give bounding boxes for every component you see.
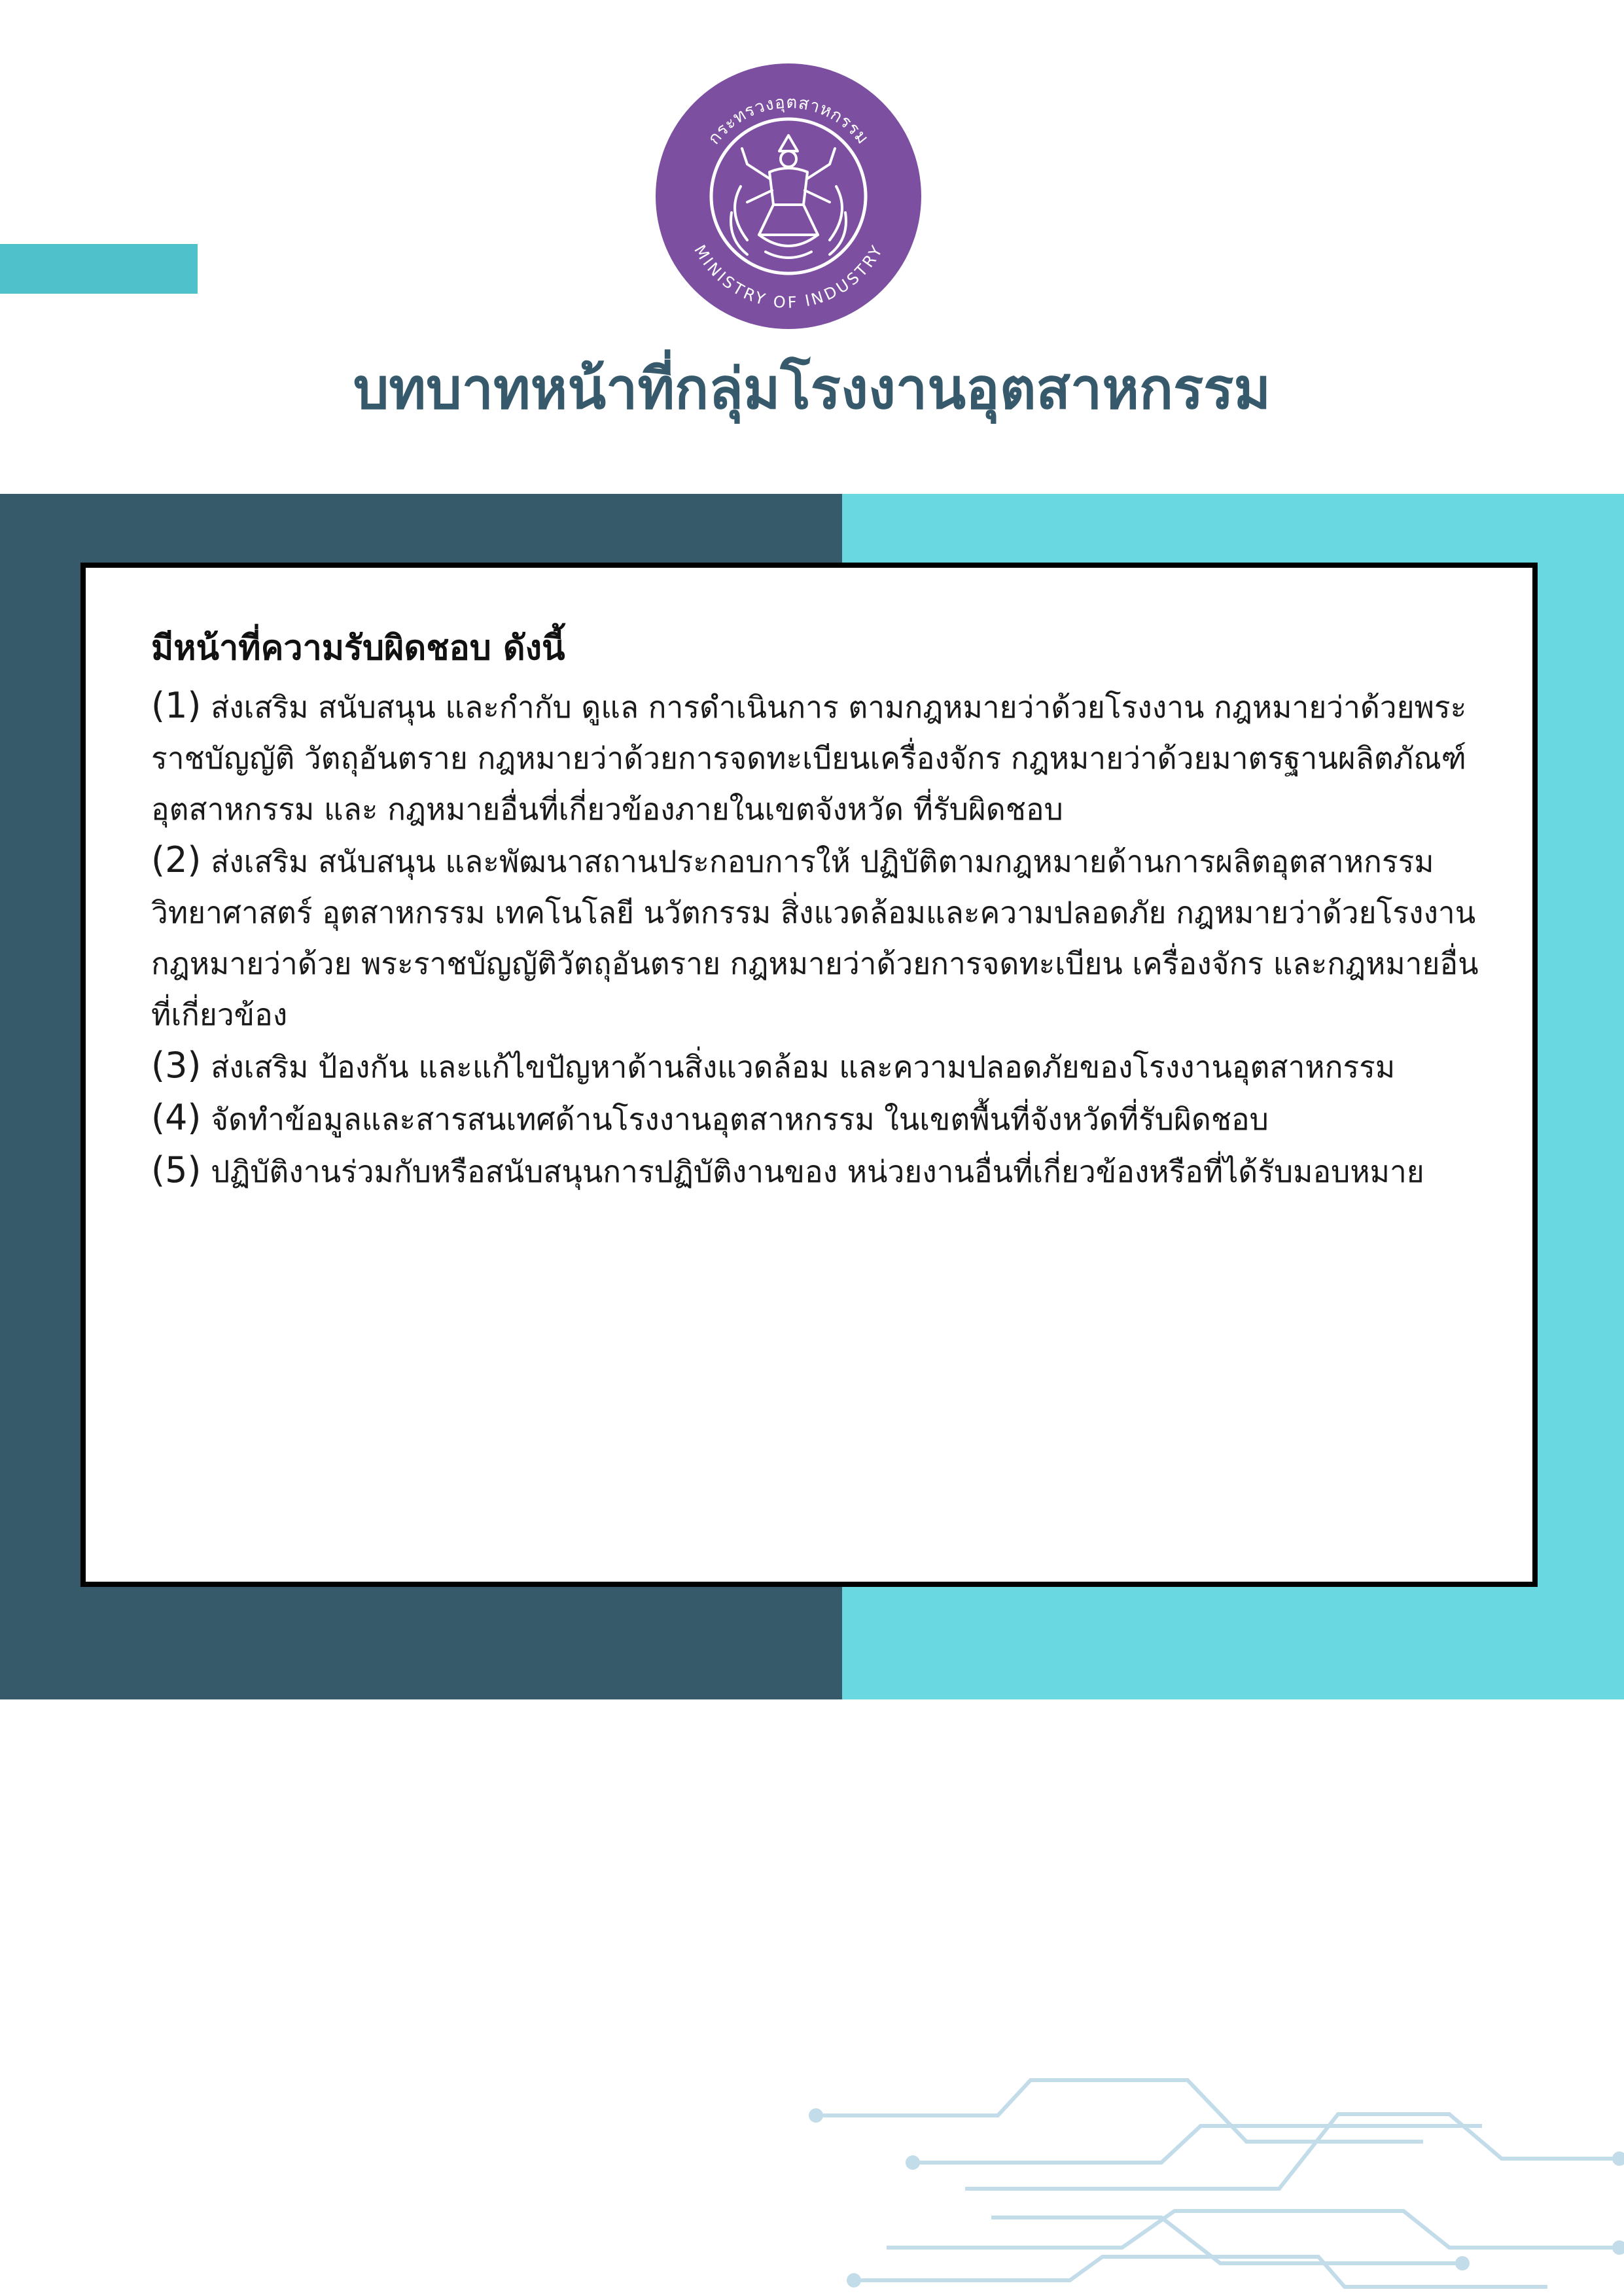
seal-text-bottom: MINISTRY OF INDUSTRY <box>690 241 887 312</box>
item-number: (1) <box>151 685 202 726</box>
seal-text-top: กระทรวงอุตสาหกรรม <box>704 92 873 148</box>
item-number: (3) <box>151 1045 202 1086</box>
content-box <box>80 563 1538 1587</box>
item-text: ปฏิบัติงานร่วมกับหรือสนับสนุนการปฏิบัติงานของ หน่วยงานอื่นที่เกี่ยวข้องหรือที่ได้รับมอบหมาย <box>201 1154 1424 1189</box>
accent-bar <box>0 244 198 294</box>
responsibilities-list <box>151 680 1479 1197</box>
item-text: ส่งเสริม สนับสนุน และกำกับ ดูแล การดำเนินการ ตามกฎหมายว่าด้วยโรงงาน กฎหมายว่าด้วยพระราชบัญญัติ วัตถุอันตราย กฎหมายว่าด้วยการจดทะเบียนเครื่องจักร กฎหมายว่าด้วยมาตรฐานผลิตภัณฑ์อุตสาหกรรม และ กฎหมายอื่นที่เกี่ยวข้องภายในเขตจังหวัด ที่รับผิดชอบ <box>151 689 1467 827</box>
list-item <box>151 835 1479 1040</box>
item-number: (4) <box>151 1097 202 1138</box>
item-number: (2) <box>151 839 202 880</box>
list-item <box>151 1145 1479 1197</box>
item-text: จัดทำข้อมูลและสารสนเทศด้านโรงงานอุตสาหกรรม ในเขตพื้นที่จังหวัดที่รับผิดชอบ <box>201 1102 1269 1137</box>
page-title: บทบาทหน้าที่กลุ่มโรงงานอุตสาหกรรม <box>353 357 1271 422</box>
ministry-seal-logo <box>654 62 923 330</box>
responsibilities-heading: มีหน้าที่ความรับผิดชอบ ดังนี้ <box>151 629 565 668</box>
item-number: (5) <box>151 1149 202 1191</box>
item-text: ส่งเสริม สนับสนุน และพัฒนาสถานประกอบการให้ ปฏิบัติตามกฎหมายด้านการผลิตอุตสาหกรรม วิทยาศาสตร์ อุตสาหกรรม เทคโนโลยี นวัตกรรม สิ่งแวดล้อมและความปลอดภัย กฎหมายว่าด้วยโรงงาน กฎหมายว่าด้วย พระราชบัญญัติวัตถุอันตราย กฎหมายว่าด้วยการจดทะเบียน เครื่องจักร และกฎหมายอื่นที่เกี่ยวข้อง <box>151 844 1479 1032</box>
list-item <box>151 1040 1479 1092</box>
circuit-lines-decoration <box>795 2061 1624 2296</box>
item-text: ส่งเสริม ป้องกัน และแก้ไขปัญหาด้านสิ่งแวดล้อม และความปลอดภัยของโรงงานอุตสาหกรรม <box>201 1049 1396 1085</box>
list-item <box>151 680 1479 835</box>
list-item <box>151 1092 1479 1145</box>
